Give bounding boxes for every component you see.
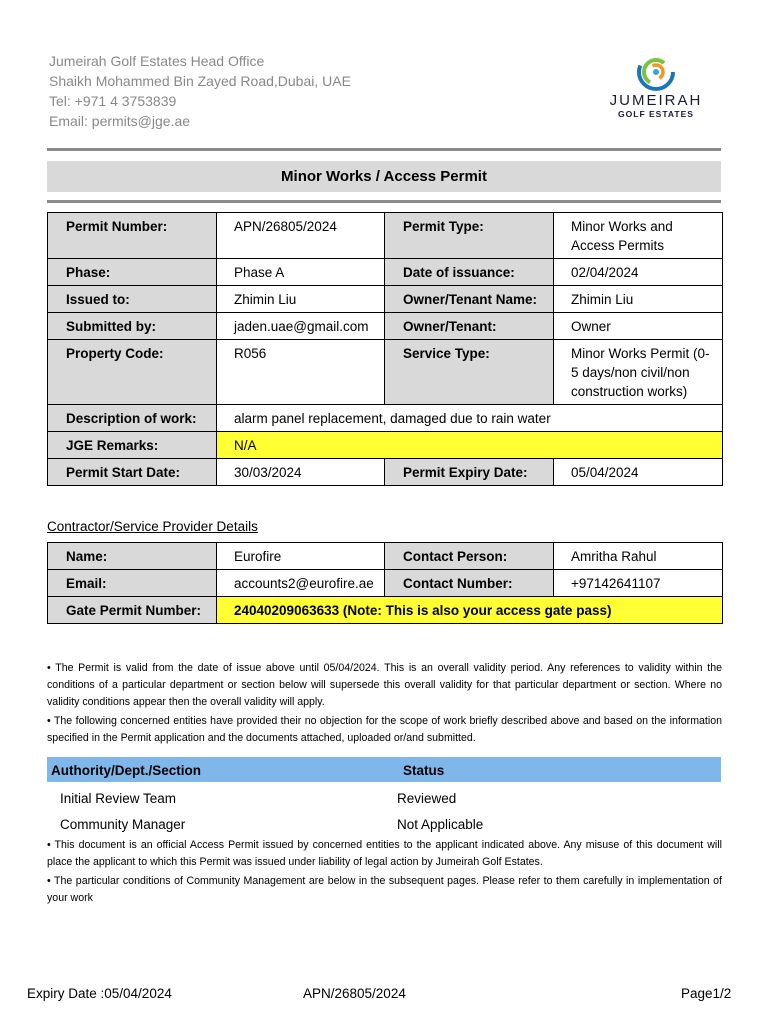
- contractor-email-value: accounts2@eurofire.ae: [217, 570, 385, 597]
- document-title: Minor Works / Access Permit: [47, 161, 721, 192]
- permit-type-value: Minor Works and Access Permits: [554, 213, 723, 259]
- date-issuance-label: Date of issuance:: [385, 259, 554, 286]
- service-type-label: Service Type:: [385, 340, 554, 405]
- office-name: Jumeirah Golf Estates Head Office: [49, 53, 265, 69]
- jumeirah-logo: [596, 52, 716, 124]
- gate-permit-label: Gate Permit Number:: [48, 597, 217, 624]
- permit-number-label: Permit Number:: [48, 213, 217, 259]
- table-row: [48, 259, 723, 286]
- date-issuance-value: 02/04/2024: [554, 259, 723, 286]
- authority-status: Reviewed: [397, 791, 457, 806]
- owner-tenant-name-value: Zhimin Liu: [554, 286, 723, 313]
- owner-tenant-value: Owner: [554, 313, 723, 340]
- authority-section: Community Manager: [60, 817, 186, 832]
- authority-col-header: Authority/Dept./Section: [51, 763, 202, 778]
- footer-expiry: Expiry Date :05/04/2024: [27, 986, 172, 1001]
- logo-line2: GOLF ESTATES: [618, 109, 694, 119]
- table-row: [48, 597, 723, 624]
- table-row: [48, 543, 723, 570]
- expiry-date-label: Permit Expiry Date:: [385, 459, 554, 486]
- official-note: • This document is an official Access Permit issued by concerned entities to the applicant indicated above. Any misuse of this document will place the applicant to which this Permit was issued under liability of legal action by Jumeirah Golf Estates.: [47, 839, 722, 868]
- swirl-logo-icon: [634, 52, 678, 92]
- contractor-table: [47, 542, 723, 624]
- submitted-by-value: jaden.uae@gmail.com: [217, 313, 385, 340]
- property-code-label: Property Code:: [48, 340, 217, 405]
- contact-number-label: Contact Number:: [385, 570, 554, 597]
- owner-tenant-name-label: Owner/Tenant Name:: [385, 286, 554, 313]
- table-row: [48, 459, 723, 486]
- expiry-date-value: 05/04/2024: [554, 459, 723, 486]
- contractor-section-title: Contractor/Service Provider Details: [47, 519, 258, 534]
- table-row: [48, 405, 723, 432]
- authority-section: Initial Review Team: [60, 791, 177, 806]
- issued-to-label: Issued to:: [48, 286, 217, 313]
- contractor-email-label: Email:: [48, 570, 217, 597]
- table-row: [48, 213, 723, 259]
- table-row: [48, 340, 723, 405]
- office-road: Shaikh Mohammed Bin Zayed Road,Dubai, UAE: [49, 73, 351, 89]
- description-label: Description of work:: [48, 405, 217, 432]
- start-date-value: 30/03/2024: [217, 459, 385, 486]
- office-tel: Tel: +971 4 3753839: [49, 93, 177, 109]
- owner-tenant-label: Owner/Tenant:: [385, 313, 554, 340]
- phase-label: Phase:: [48, 259, 217, 286]
- permit-details-table: [47, 212, 723, 486]
- table-row: [48, 286, 723, 313]
- status-col-header: Status: [403, 763, 445, 778]
- authority-header: [47, 757, 721, 782]
- service-type-value: Minor Works Permit (0-5 days/non civil/non construction works): [554, 340, 723, 405]
- permit-type-label: Permit Type:: [385, 213, 554, 259]
- contact-person-label: Contact Person:: [385, 543, 554, 570]
- table-row: [47, 791, 721, 811]
- contact-person-value: Amritha Rahul: [554, 543, 723, 570]
- logo-line1: JUMEIRAH: [609, 92, 703, 109]
- office-email: Email: permits@jge.ae: [49, 113, 191, 129]
- description-value: alarm panel replacement, damaged due to rain water: [217, 405, 723, 432]
- no-objection-note: • The following concerned entities have provided their no objection for the scope of work briefly described above and based on the information specified in the Permit application and the documents attached, uploaded or/and submitted.: [47, 715, 722, 744]
- gate-permit-value: 24040209063633 (Note: This is also your access gate pass): [217, 597, 723, 624]
- office-address-block: [49, 51, 351, 131]
- validity-note: • The Permit is valid from the date of issue above until 05/04/2024. This is an overall validity period. Any references to validity within the conditions of a particular department or section below will supersede this overall validity for that particular department or section. Where no validity conditions appear then the overall validity will apply.: [47, 662, 722, 708]
- title-divider: [47, 200, 721, 203]
- jge-remarks-value: N/A: [217, 432, 723, 459]
- footer-page-number: Page1/2: [681, 986, 732, 1001]
- authority-status: Not Applicable: [397, 817, 484, 832]
- table-row: [48, 570, 723, 597]
- contact-number-value: +97142641107: [554, 570, 723, 597]
- conditions-note: • The particular conditions of Community Management are below in the subsequent pages. Please refer to them carefully in implementation of your work: [47, 875, 722, 904]
- contractor-name-value: Eurofire: [217, 543, 385, 570]
- permit-number-value: APN/26805/2024: [217, 213, 385, 259]
- top-divider: [47, 148, 721, 151]
- table-row: [47, 817, 721, 837]
- table-row: [48, 432, 723, 459]
- contractor-name-label: Name:: [48, 543, 217, 570]
- footer-permit-number: APN/26805/2024: [303, 986, 406, 1001]
- phase-value: Phase A: [217, 259, 385, 286]
- table-row: [48, 313, 723, 340]
- issued-to-value: Zhimin Liu: [217, 286, 385, 313]
- jge-remarks-label: JGE Remarks:: [48, 432, 217, 459]
- start-date-label: Permit Start Date:: [48, 459, 217, 486]
- property-code-value: R056: [217, 340, 385, 405]
- submitted-by-label: Submitted by:: [48, 313, 217, 340]
